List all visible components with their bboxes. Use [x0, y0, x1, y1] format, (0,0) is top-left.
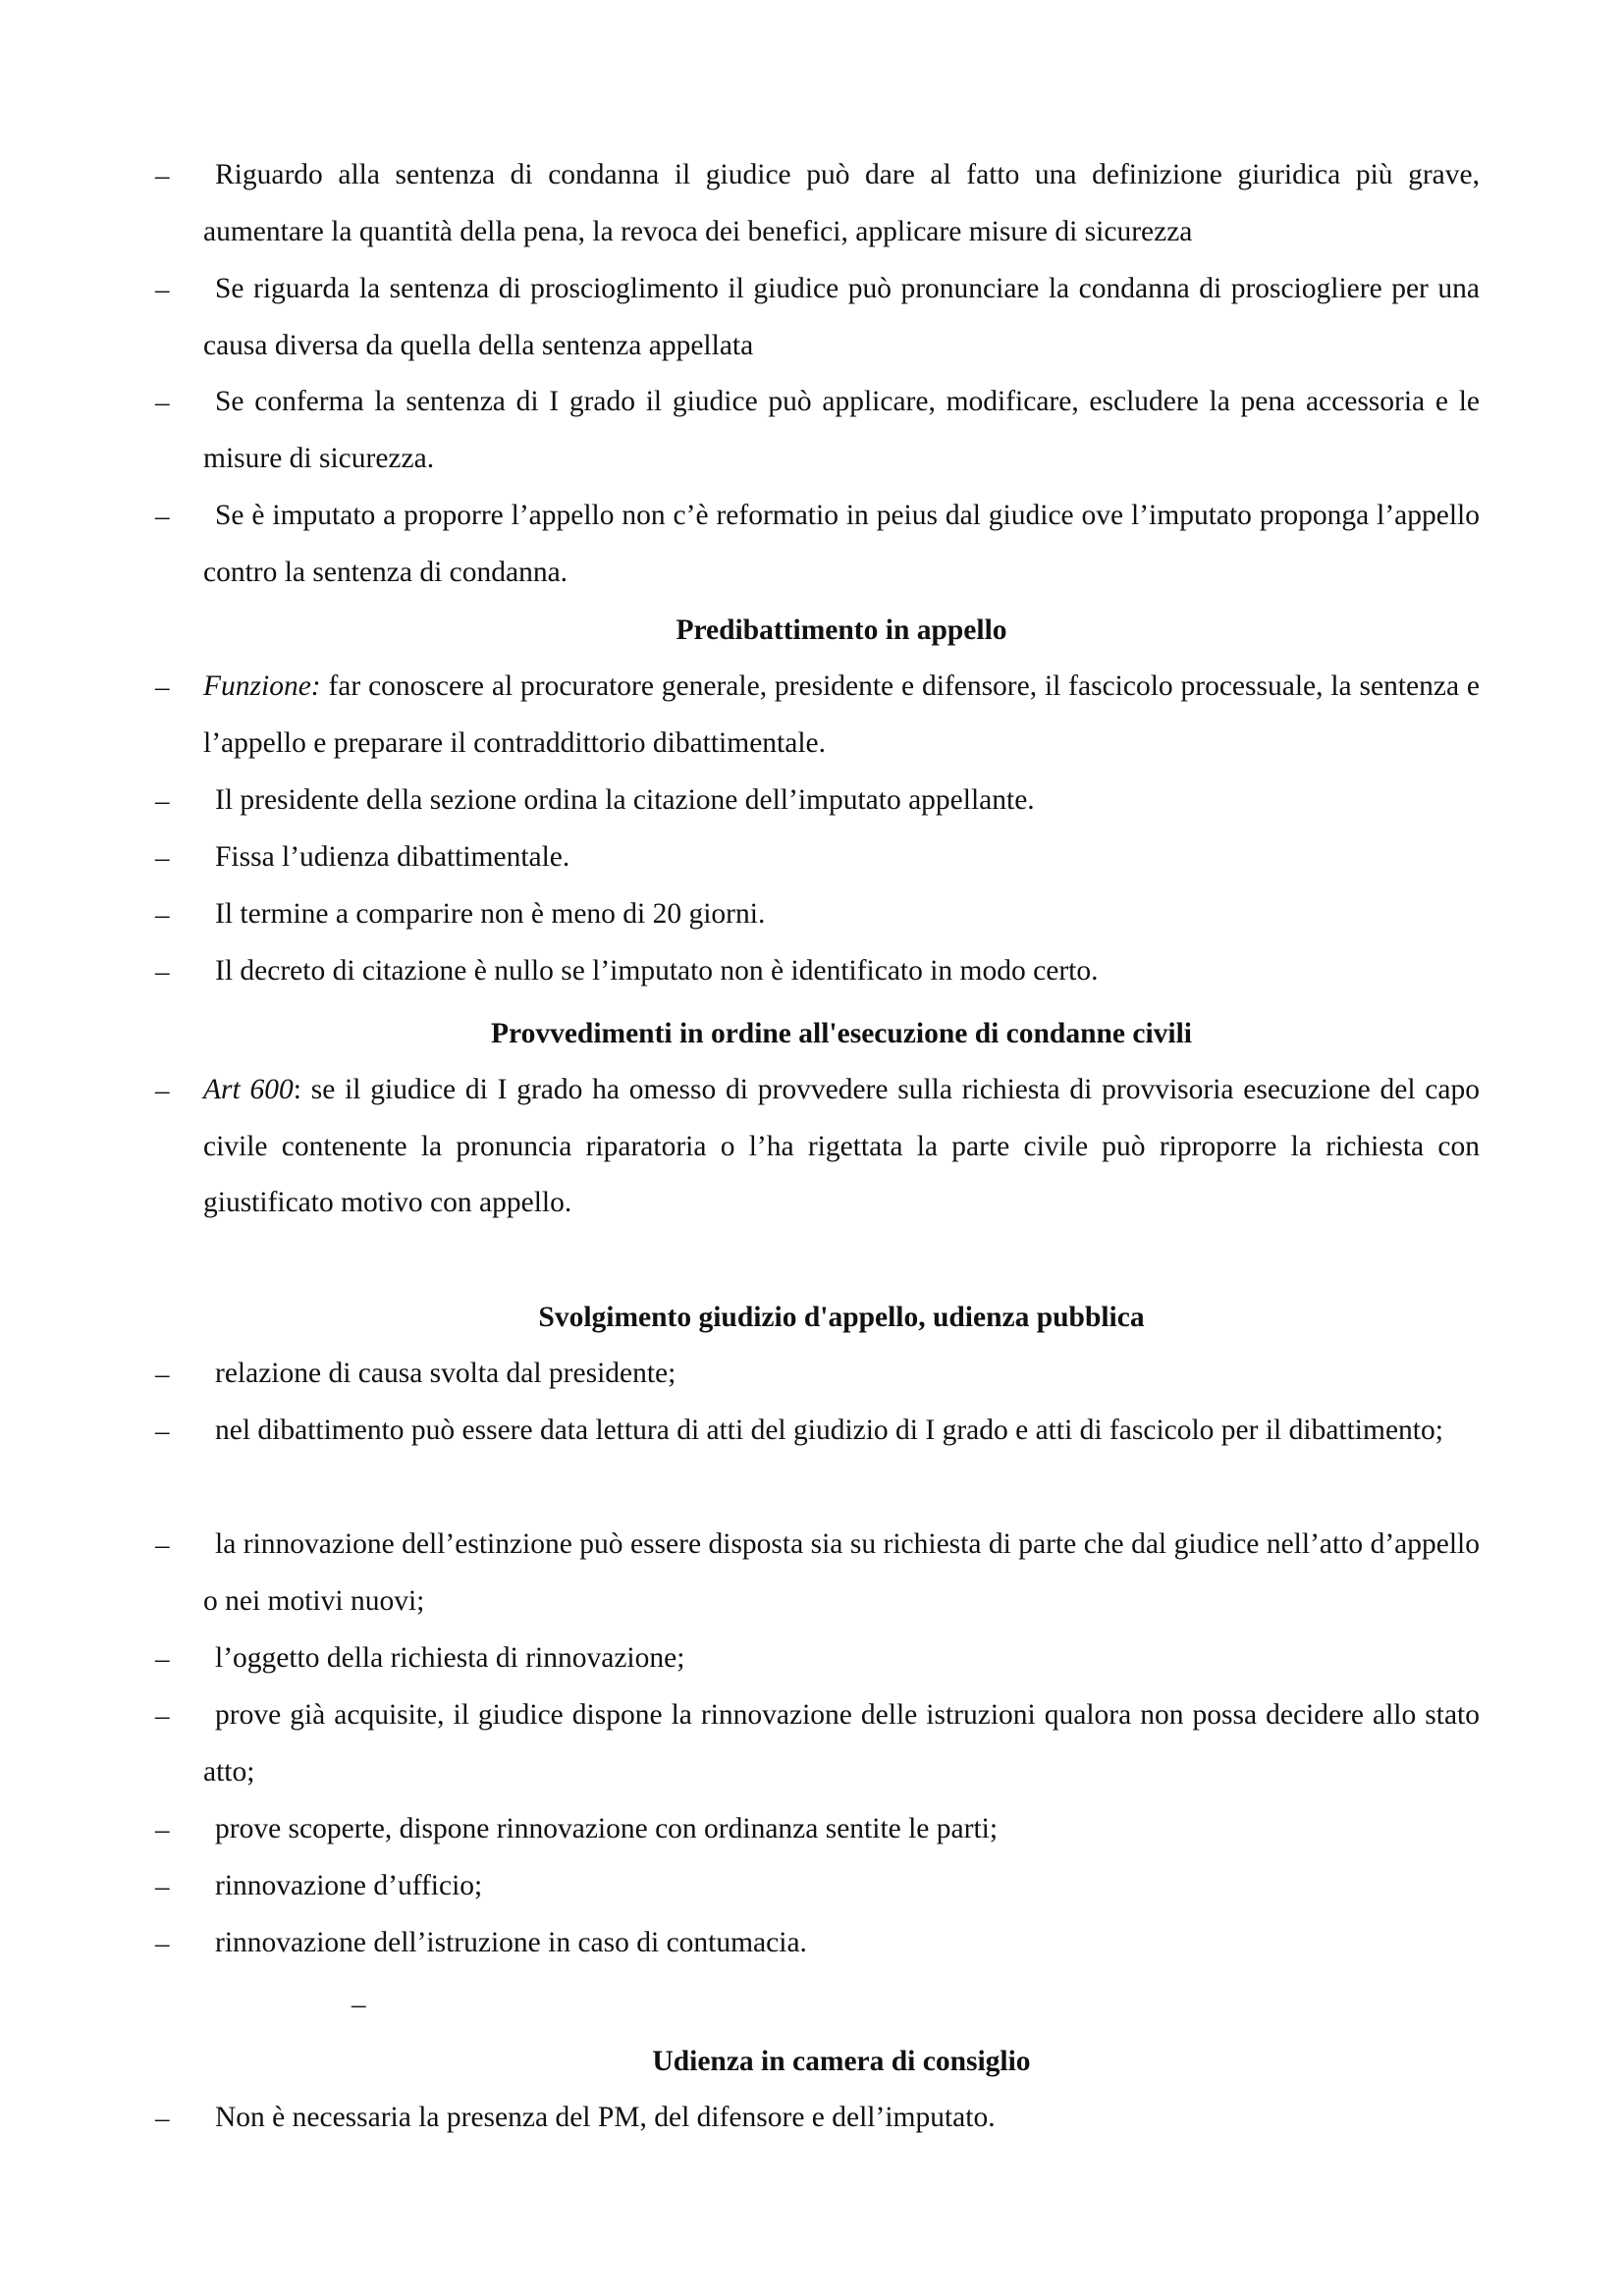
list-item-text [203, 659, 1480, 772]
dash-bullet: – [155, 2103, 170, 2134]
section-heading: Predibattimento in appello [676, 614, 1007, 646]
dash-bullet: – [155, 1643, 170, 1675]
dash-bullet: – [155, 1415, 170, 1447]
list-item [0, 659, 1623, 773]
list-item [0, 773, 1623, 829]
dash-bullet: – [155, 387, 170, 418]
list-item [0, 261, 1623, 374]
list-item [0, 1915, 1623, 1972]
list-item-text: nel dibattimento può essere data lettura di atti del giudizio di I grado e atti di fascicolo per il dibattimento; [215, 1415, 1443, 1446]
list-item-text [203, 1062, 1480, 1232]
stray-dash: – [352, 1989, 366, 2020]
list-item-text: Fissa l’udienza dibattimentale. [215, 841, 570, 873]
list-item [0, 1403, 1623, 1517]
list-item [0, 1517, 1623, 1630]
section-heading: Provvedimenti in ordine all'esecuzione di condanne civili [490, 1018, 1192, 1049]
dash-bullet: – [155, 274, 170, 305]
dash-bullet: – [155, 785, 170, 817]
list-item [0, 1062, 1623, 1233]
section-heading: Udienza in camera di consiglio [652, 2046, 1031, 2077]
dash-bullet: – [155, 1871, 170, 1902]
list-item [0, 488, 1623, 602]
list-item [0, 374, 1623, 488]
list-item-text: rinnovazione d’ufficio; [215, 1870, 483, 1901]
list-item [0, 1687, 1623, 1801]
list-item-text: la rinnovazione dell’estinzione può essere disposta sia su richiesta di parte che dal giudice nell’atto d’appello o nei motivi nuovi; [203, 1528, 1480, 1617]
dash-bullet: – [155, 671, 170, 703]
list-item-text: relazione di causa svolta dal presidente; [215, 1358, 676, 1389]
list-item-text: Il decreto di citazione è nullo se l’imputato non è identificato in modo certo. [215, 955, 1099, 987]
lead-term: Art 600 [203, 1074, 294, 1105]
list-item [0, 2090, 1623, 2147]
dash-bullet: – [155, 501, 170, 532]
list-item [0, 1858, 1623, 1915]
dash-bullet: – [155, 1529, 170, 1561]
section-provvedimenti [0, 1062, 1623, 1233]
list-item [0, 1346, 1623, 1403]
section-predibattimento [0, 659, 1623, 1000]
section-intro [0, 147, 1623, 602]
list-item-text: l’oggetto della richiesta di rinnovazione; [215, 1642, 685, 1674]
list-item [0, 886, 1623, 943]
dash-bullet: – [155, 899, 170, 931]
dash-bullet: – [155, 842, 170, 874]
list-item-text: Non è necessaria la presenza del PM, del difensore e dell’imputato. [215, 2102, 996, 2133]
list-item-text: Il presidente della sezione ordina la citazione dell’imputato appellante. [215, 784, 1035, 816]
list-item-text: Se riguarda la sentenza di proscioglimento il giudice può pronunciare la condanna di prosciogliere per una causa diversa da quella della sentenza appellata [203, 273, 1480, 361]
list-item-text: prove scoperte, dispone rinnovazione con ordinanza sentite le parti; [215, 1813, 999, 1844]
list-item [0, 829, 1623, 886]
list-item-text: Se conferma la sentenza di I grado il giudice può applicare, modificare, escludere la pena accessoria e le misure di sicurezza. [203, 386, 1480, 474]
list-item [0, 1801, 1623, 1858]
dash-bullet: – [155, 1700, 170, 1732]
dash-bullet: – [155, 1814, 170, 1845]
list-item [0, 943, 1623, 1000]
dash-bullet: – [155, 1075, 170, 1106]
list-item-text: prove già acquisite, il giudice dispone la rinnovazione delle istruzioni qualora non possa decidere allo stato atto; [203, 1699, 1480, 1788]
dash-bullet: – [155, 1928, 170, 1959]
section-svolgimento [0, 1346, 1623, 1972]
lead-text: : se il giudice di I grado ha omesso di provvedere sulla richiesta di provvisoria esecuzione del capo civile contenente la pronuncia riparatoria o l’ha rigettata la parte civile può riproporre la richiesta con giustificato motivo con appello. [203, 1074, 1480, 1218]
list-item-text: Riguardo alla sentenza di condanna il giudice può dare al fatto una definizione giuridica più grave, aumentare la quantità della pena, la revoca dei benefici, applicare misure di sicurezza [203, 159, 1480, 247]
list-item [0, 1630, 1623, 1687]
section-heading: Svolgimento giudizio d'appello, udienza pubblica [538, 1302, 1145, 1333]
list-item-text: Se è imputato a proporre l’appello non c’è reformatio in peius dal giudice ove l’imputato proponga l’appello contro la sentenza di condanna. [203, 500, 1480, 588]
dash-bullet: – [155, 956, 170, 988]
section-camera-consiglio [0, 2090, 1623, 2147]
list-item-text: Il termine a comparire non è meno di 20 giorni. [215, 898, 766, 930]
list-item [0, 147, 1623, 261]
lead-text: far conoscere al procuratore generale, presidente e difensore, il fascicolo processuale, la sentenza e l’appello e preparare il contraddittorio dibattimentale. [203, 670, 1480, 759]
dash-bullet: – [155, 160, 170, 191]
list-item-text: rinnovazione dell’istruzione in caso di contumacia. [215, 1927, 807, 1958]
lead-term: Funzione: [203, 670, 321, 702]
dash-bullet: – [155, 1359, 170, 1390]
